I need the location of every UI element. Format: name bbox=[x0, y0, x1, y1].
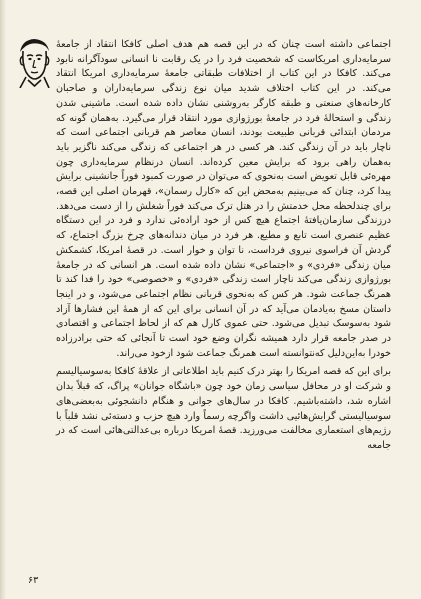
body-text bbox=[56, 38, 391, 454]
author-portrait-icon bbox=[14, 36, 54, 88]
page-number: ۶۳ bbox=[28, 575, 39, 586]
paragraph-2: برای این که قصه امریکا را بهتر درک کنیم باید اطلاعاتی از علاقهٔ کافکا به‌سوسیالیسم و شرکت او در محافل سیاسی زمان خود چون «باشگاه جوانان» پراگ، که قبلاً بدان اشاره شد، داشته‌باشیم. کافکا در سال‌های جوانی و هنگام دانشجوئی به‌بعضی‌های سوسیالیستی گرایش‌هائیی داشت واگرچه رسماً وارد هیچ حزب و دسته‌ئی نشد قلباً با رژیم‌های استعماری مخالفت می‌ورزید. قصهٔ امریکا درباره بی‌عدالتی‌هائی است که در جامعه bbox=[56, 366, 391, 451]
paragraph-1: اجتماعی داشته است چنان که در این قصه هم هدف اصلی کافکا انتقاد از جامعهٔ سرمایه‌داری امریکاست که شخصیت فرد را در یک رقابت نا انسانی سودآگرانه نابود می‌کند. کافکا در این کتاب از اختلافات طبقاتی جامعهٔ سرمایه‌داری امریکا انتقاد می‌کند. در این کتاب اختلاف شدید میان نوع زندگی سرمایه‌داران و صاحبان کارخانه‌های صنعتی و طبقه کارگر به‌روشنی نشان داده شده است. ماشینی شدن زندگی و استحالهٔ فرد در جامعهٔ بورژوازی مورد انتقاد قرار می‌گیرد. به‌همان گونه که مردمان ابتدائی قربانی طبیعت بودند، انسان معاصر هم قربانی اجتماعی است که ناچار باید در آن زندگی کند. هر کسی در هر اجتماعی که زندگی می‌کند ناگزیر باید به‌همان راهی برود که برایش معین کرده‌اند. انسان درنظام سرمایه‌داری چون مهره‌ئی قابل تعویض است به‌نحوی که می‌توان در صورت کمبود فوراً جانشینی برایش پیدا کرد، چنان که می‌بینیم به‌محض این که «کارل رسمان»، قهرمان اصلی این قصه، برای چندلحظه محل خدمتش را در هتل ترک می‌کند فوراً شغلش را از دست می‌دهد. درزندگی سازمان‌یافتهٔ اجتماع هیچ کس از خود اراده‌ئی ندارد و فرد در این دستگاه عظیم عنصری است تابع و مطیع. هر فرد در میان دندانه‌های چرخ بزرگ اجتماع، که گردش آن فراسوی نیروی فرداست، نا توان و خوار است. در قصهٔ امریکا، کشمکش میان زندگی «فردی» و «اجتماعی» نشان داده شده است. هر انسانی که در جامعهٔ بورژوازی زندگی می‌کند ناچار است زندگی «فردی» و «خصوصی» خود را فدا کند تا همرنگ جماعت شود. هر کس که به‌نحوی قربانی نظام اجتماعی می‌شود، و در اینجا داستان مسخ به‌یادمان می‌آید که در آن انسانی برای این که از همهٔ این فشارها آزاد شود به‌سوسک تبدیل می‌شود. حتی عموی کارل هم که از لحاظ اجتماعی و اقتصادی در صدر جامعه قرار دارد همیشه نگران وضع خود است تا آنجائی که حتی برادرزاده خودرا به‌این‌دلیل که‌نتوانسته است همرنگ جماعت شود ازخود می‌راند. bbox=[56, 39, 391, 359]
page-edge-shadow bbox=[0, 0, 6, 599]
